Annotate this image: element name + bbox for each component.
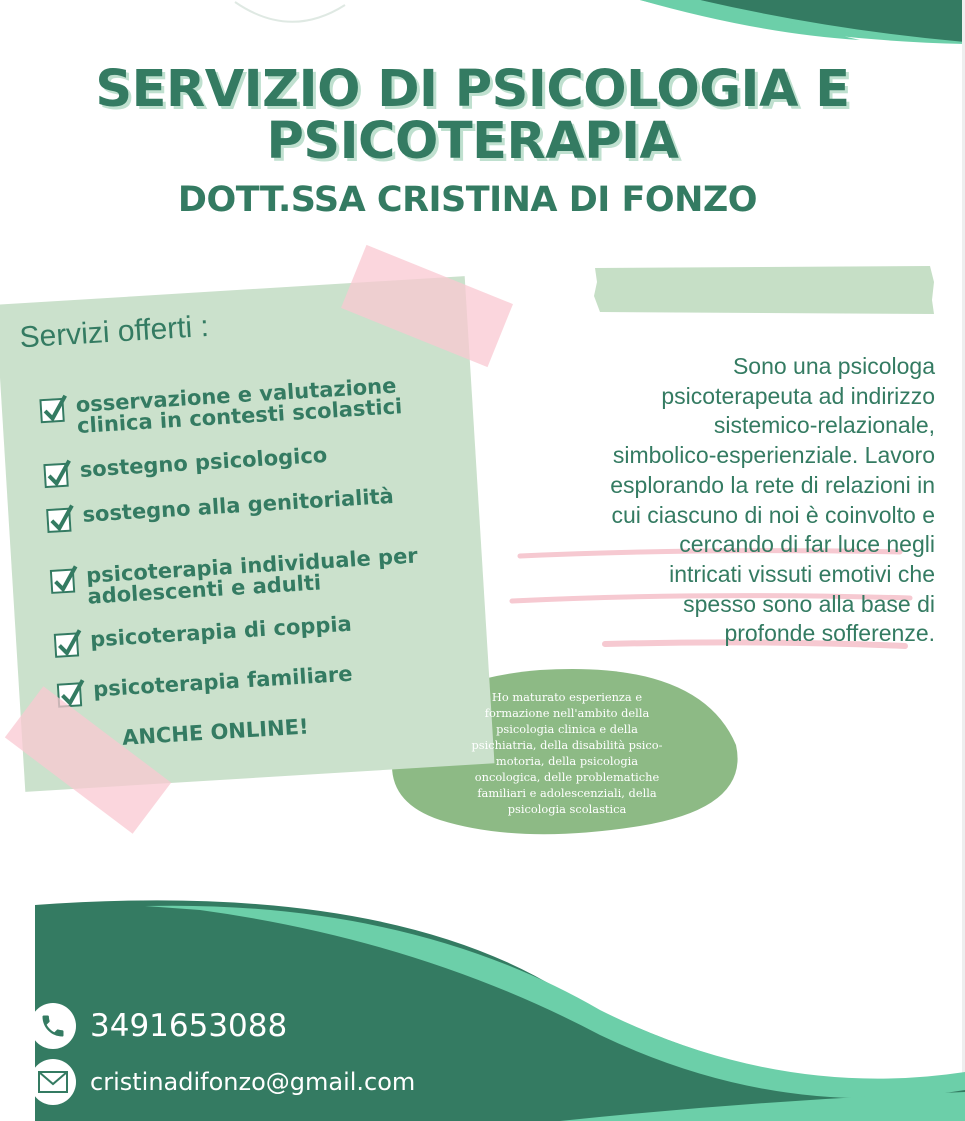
service-label: psicoterapia familiare <box>92 661 354 702</box>
bio-text: Sono una psicologa psicoterapeuta ad indirizzo sistemico-relazionale, simbolico-esperienziale. Lavoro esplorando la rete di relazioni in cui ciascuno di noi è coinvolto e cercando di far luce negli intricati vissuti emotivi che spesso sono alla base di profonde sofferenze. <box>610 353 935 647</box>
phone-number[interactable]: 3491653088 <box>90 1008 288 1044</box>
service-label: sostegno psicologico <box>79 442 328 482</box>
checkbox-icon <box>39 398 64 423</box>
experience-text: Ho maturato esperienza e formazione nell'ambito della psicologia clinica e della psichiatria, della disabilità psico-motoria, della psicologia oncologica, delle problematiche familiari e adolescenziali, della psicologia scolastica <box>471 690 663 816</box>
service-label: psicoterapia di coppia <box>89 611 353 652</box>
checkbox-icon <box>46 508 71 533</box>
checkbox-icon <box>54 632 79 657</box>
service-item <box>50 544 438 609</box>
service-item <box>43 442 328 488</box>
online-note: ANCHE ONLINE! <box>121 714 310 750</box>
checkbox-icon <box>43 463 68 488</box>
service-item <box>54 611 353 658</box>
email-contact <box>30 1059 415 1105</box>
page-title-line-2: PSICOTERAPIA <box>266 112 679 171</box>
page-title-line-1: SERVIZIO DI PSICOLOGIA E <box>95 60 850 119</box>
phone-icon <box>30 1003 76 1049</box>
service-label: psicoterapia individuale per adolescenti e adulti <box>85 543 419 609</box>
envelope-icon <box>30 1059 76 1105</box>
checkbox-icon <box>50 569 75 594</box>
services-title: Servizi offerti : <box>18 309 210 355</box>
service-item <box>46 483 395 533</box>
service-label: osservazione e valutazione clinica in contesti scolastici <box>75 373 403 439</box>
email-address[interactable]: cristinadifonzo@gmail.com <box>90 1068 416 1096</box>
doctor-name: DOTT.SSA CRISTINA DI FONZO <box>177 180 758 220</box>
phone-contact <box>30 1003 287 1049</box>
service-label: sostegno alla genitorialità <box>81 483 395 527</box>
service-item <box>57 661 354 708</box>
service-item <box>39 374 427 439</box>
